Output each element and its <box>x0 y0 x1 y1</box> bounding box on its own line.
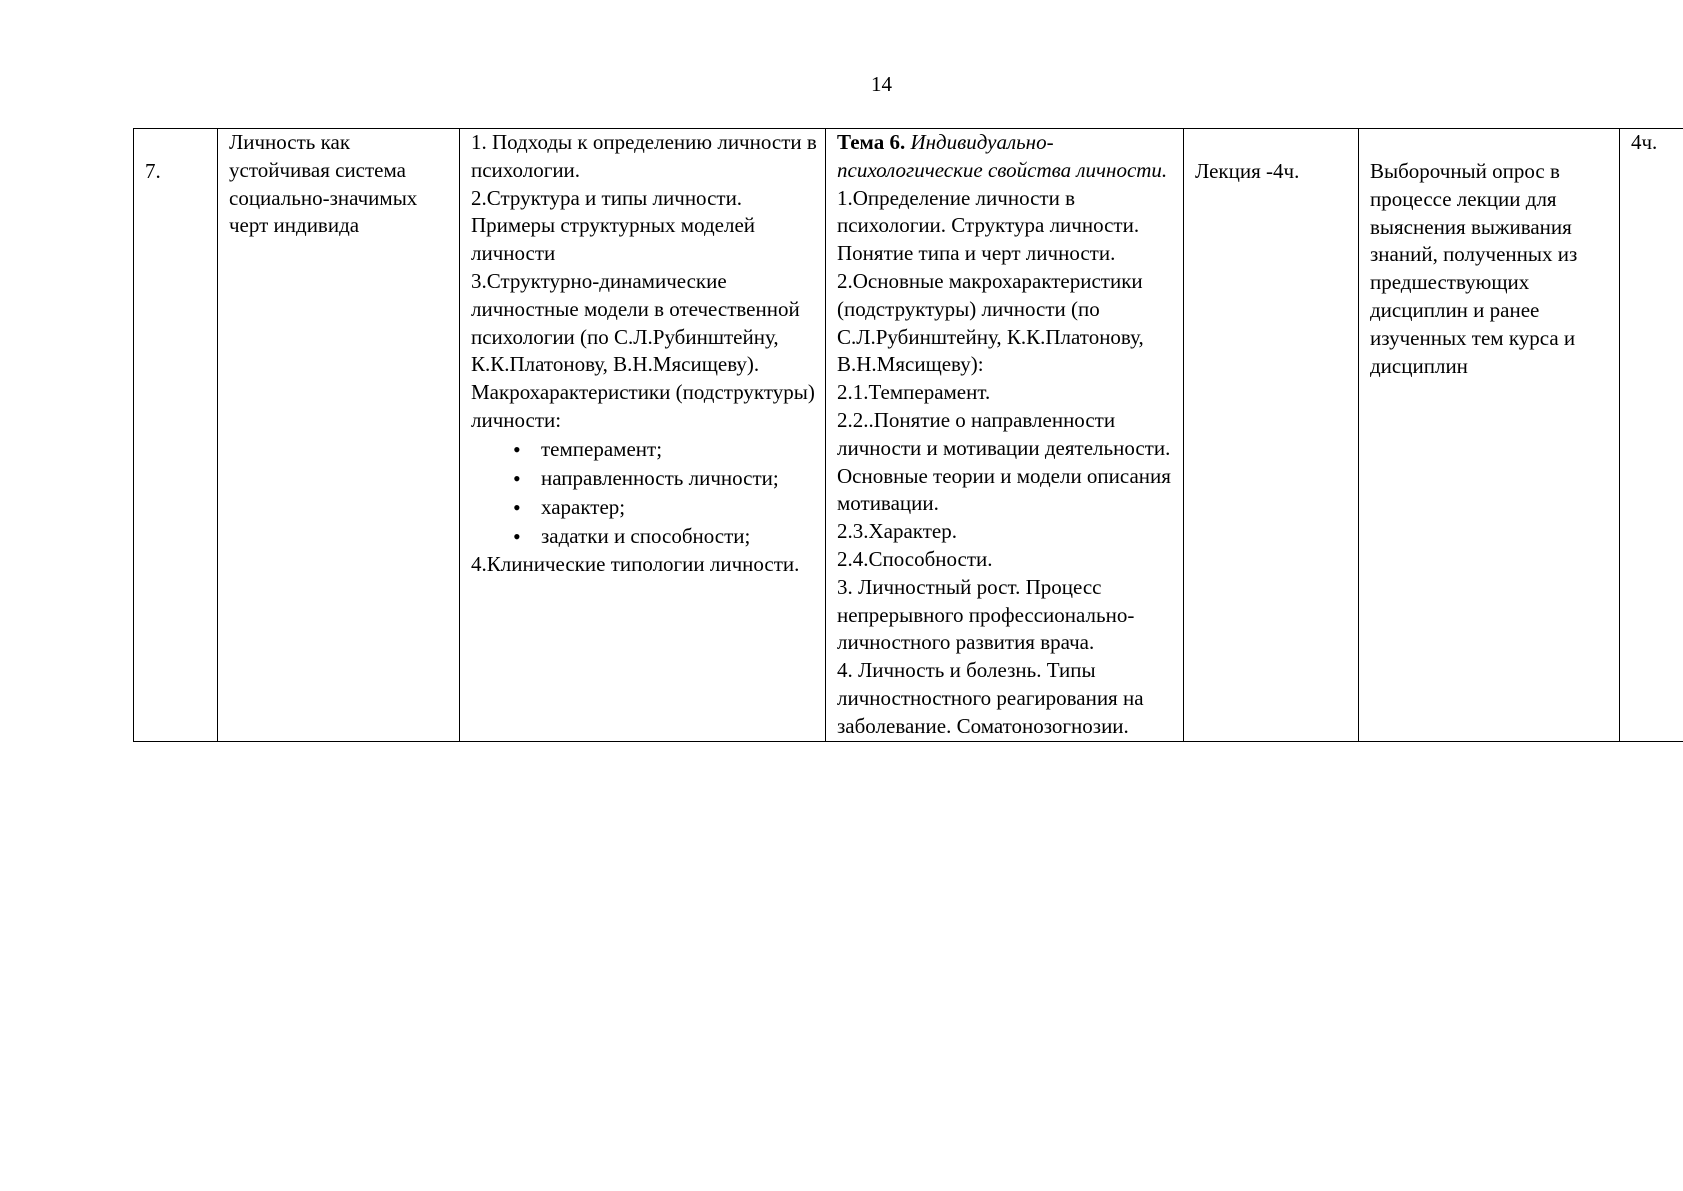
row-title: Личность как устойчивая система социально-значимых черт индивида <box>229 130 418 238</box>
content-line: 1.Определение личности в психологии. Структура личности. Понятие типа и черт личности. <box>837 185 1140 266</box>
page-number: 14 <box>871 72 892 96</box>
list-item: • темперамент; <box>471 435 819 464</box>
form-cell <box>1184 129 1359 742</box>
question-line: 2.Структура и типы личности. Примеры структурных моделей личности <box>471 185 756 266</box>
list-item: • задатки и способности; <box>471 522 819 551</box>
content-line: 2.Основные макрохарактеристики (подструктуры) личности (по С.Л.Рубинштейну, К.К.Платонову, В.Н.Мясищеву): <box>837 268 1144 377</box>
content-line: 2.4.Способности. <box>837 546 993 571</box>
curriculum-table <box>133 128 1683 742</box>
lesson-form: Лекция -4ч. <box>1195 159 1300 183</box>
question-line: 3.Структурно-динамические личностные модели в отечественной психологии (по С.Л.Рубинштейну, К.К.Платонову, В.Н.Мясищеву). Макрохарактеристики (подструктуры) личности: <box>471 268 815 432</box>
content-line: 3. Личностный рост. Процесс непрерывного профессионально-личностного развития врача. <box>837 574 1135 655</box>
content-line: 4. Личность и болезнь. Типы личностностного реагирования на заболевание. Соматонозогнозии. <box>837 658 1144 738</box>
row-title-cell <box>218 129 460 742</box>
subtopic-list <box>471 435 819 551</box>
theme-title: Индивидуально-психологические свойства личности. <box>837 130 1168 182</box>
content-line: 2.2..Понятие о направленности личности и мотивации деятельности. Основные теории и модели описания мотивации. <box>837 407 1171 516</box>
table-row <box>134 129 1683 742</box>
list-item: • направленность личности; <box>471 464 819 493</box>
row-number: 7. <box>145 159 161 183</box>
control-form: Выборочный опрос в процессе лекции для выяснения выживания знаний, полученных из предшествующих дисциплин и ранее изученных тем курса и дисциплин <box>1370 159 1578 378</box>
theme-label: Тема 6. <box>837 130 906 154</box>
content-line: 2.1.Темперамент. <box>837 380 991 405</box>
question-line: 1. Подходы к определению личности в психологии. <box>471 130 817 182</box>
row-number-cell <box>134 129 218 742</box>
content-line: 2.3.Характер. <box>837 519 957 544</box>
hours-value: 4ч. <box>1631 130 1658 154</box>
question-line: 4.Клинические типологии личности. <box>471 551 800 576</box>
control-cell <box>1359 129 1620 742</box>
questions-cell <box>460 129 826 742</box>
hours-cell <box>1620 129 1683 742</box>
list-item: • характер; <box>471 493 819 522</box>
content-cell <box>826 129 1184 742</box>
